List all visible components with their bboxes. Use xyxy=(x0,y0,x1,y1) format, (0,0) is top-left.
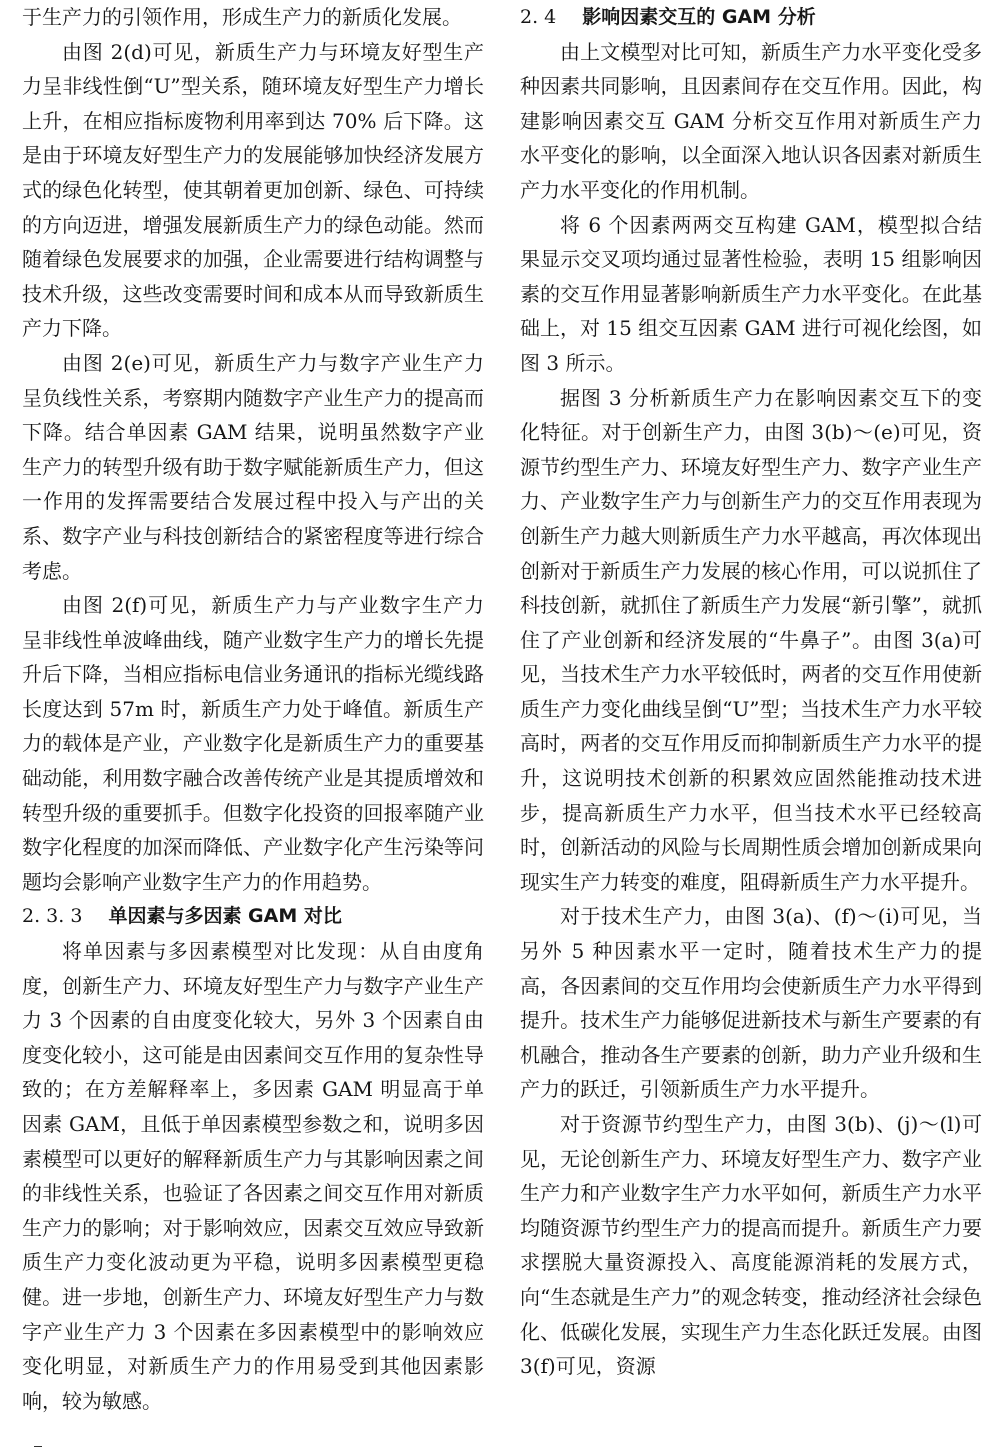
section-number: 2. 4 xyxy=(520,6,557,28)
paragraph-comparison: 将单因素与多因素模型对比发现：从自由度角度，创新生产力、环境友好型生产力与数字产业生产力 3 个因素的自由度变化较大，另外 3 个因素自由度变化较小，这可能是由因素间交互作用的复杂性导致的；在方差解释率上，多因素 GAM 明显高于单因素 GAM，且低于单因素模型参数之和，说明多因素模型可以更好的解释新质生产力与其影响因素之间的非线性关系，也验证了各因素之间交互作用对新质生产力的影响；对于影响效应，因素交互效应导致新质生产力变化波动更为平稳，说明多因素模型更稳健。进一步地，创新生产力、环境友好型生产力与数字产业生产力 3 个因素在多因素模型中的影响效应变化明显，对新质生产力的作用易受到其他因素影响，较为敏感。 xyxy=(22,939,484,1413)
section-number: 2. 3. 3 xyxy=(22,905,83,928)
paragraph-fig2d: 由图 2(d)可见，新质生产力与环境友好型生产力呈非线性倒“U”型关系，随环境友好型生产力增长上升，在相应指标废物利用率到达 70% 后下降。这是由于环境友好型生产力的发展能够加快经济发展方式的绿色化转型，使其朝着更加创新、绿色、可持续的方向迈进，增强发展新质生产力的绿色动能。然而随着绿色发展要求的加强，企业需要进行结构调整与技术升级，这些改变需要时间和成本从而导致新质生产力下降。 xyxy=(22,39,484,341)
paragraph-continued: 于生产力的引领作用，形成生产力的新质化发展。 xyxy=(22,5,462,29)
paragraph-fig2f: 由图 2(f)可见，新质生产力与产业数字生产力呈非线性单波峰曲线，随产业数字生产力的增长先提升后下降，当相应指标电信业务通讯的指标光缆线路长度达到 57m 时，新质生产力处于峰值。新质生产力的载体是产业，产业数字化是新质生产力的重要基础动能，利用数字融合改善传统产业是其提质增效和转型升级的重要抓手。但数字化投资的回报率随产业数字化程度的加深而降低、产业数字化产生污染等问题均会影响产业数字生产力的作用趋势。 xyxy=(22,593,484,894)
left-column xyxy=(22,0,484,1418)
right-column xyxy=(520,0,982,1384)
section-heading-2-3-3 xyxy=(22,899,484,934)
section-heading-2-4 xyxy=(520,0,982,35)
paragraph-gam-build: 将 6 个因素两两交互构建 GAM，模型拟合结果显示交叉项均通过显著性检验，表明 15 组影响因素的交互作用显著影响新质生产力水平变化。在此基础上，对 15 组交互因素 GAM 进行可视化绘图，如图 3 所示。 xyxy=(520,212,982,375)
paragraph-intro: 由上文模型对比可知，新质生产力水平变化受多种因素共同影响，且因素间存在交互作用。因此，构建影响因素交互 GAM 分析交互作用对新质生产力水平变化的影响，以全面深入地认识各因素对新质生产力水平变化的作用机制。 xyxy=(520,39,982,202)
footnote-rule xyxy=(34,1446,42,1447)
section-title: 影响因素交互的 GAM 分析 xyxy=(582,6,816,28)
paragraph-fig2e: 由图 2(e)可见，新质生产力与数字产业生产力呈负线性关系，考察期内随数字产业生产力的提高而下降。结合单因素 GAM 结果，说明虽然数字产业生产力的转型升级有助于数字赋能新质生产力，但这一作用的发挥需要结合发展过程中投入与产出的关系、数字产业与科技创新结合的紧密程度等进行综合考虑。 xyxy=(22,350,484,583)
paragraph-technology: 对于技术生产力，由图 3(a)、(f)～(i)可见，当另外 5 种因素水平一定时，随着技术生产力的提高，各因素间的交互作用均会使新质生产力水平得到提升。技术生产力能够促进新技术与新生产要素的有机融合，推动各生产要素的创新，助力产业升级和生产力的跃迁，引领新质生产力水平提升。 xyxy=(520,904,982,1102)
paragraph-innovation: 据图 3 分析新质生产力在影响因素交互下的变化特征。对于创新生产力，由图 3(b)～(e)可见，资源节约型生产力、环境友好型生产力、数字产业生产力、产业数字生产力与创新生产力的交互作用表现为创新生产力越大则新质生产力水平越高，再次体现出创新对于新质生产力发展的核心作用，可以说抓住了科技创新，就抓住了新质生产力发展“新引擎”，就抓住了产业创新和经济发展的“牛鼻子”。由图 3(a)可见，当技术生产力水平较低时，两者的交互作用使新质生产力变化曲线呈倒“U”型；当技术生产力水平较高时，两者的交互作用反而抑制新质生产力水平的提升，这说明技术创新的积累效应固然能推动技术进步，提高新质生产力水平，但当技术水平已经较高时，创新活动的风险与长周期性质会增加创新成果向现实生产力转变的难度，阻碍新质生产力水平提升。 xyxy=(520,385,982,894)
section-title: 单因素与多因素 GAM 对比 xyxy=(108,905,342,928)
paragraph-resource: 对于资源节约型生产力，由图 3(b)、(j)～(l)可见，无论创新生产力、环境友好型生产力、数字产业生产力和产业数字生产力水平如何，新质生产力水平均随资源节约型生产力的提高而提升。新质生产力要求摆脱大量资源投入、高度能源消耗的发展方式，向“生态就是生产力”的观念转变，推动经济社会绿色化、低碳化发展，实现生产力生态化跃迁发展。由图 3(f)可见，资源 xyxy=(520,1112,982,1379)
